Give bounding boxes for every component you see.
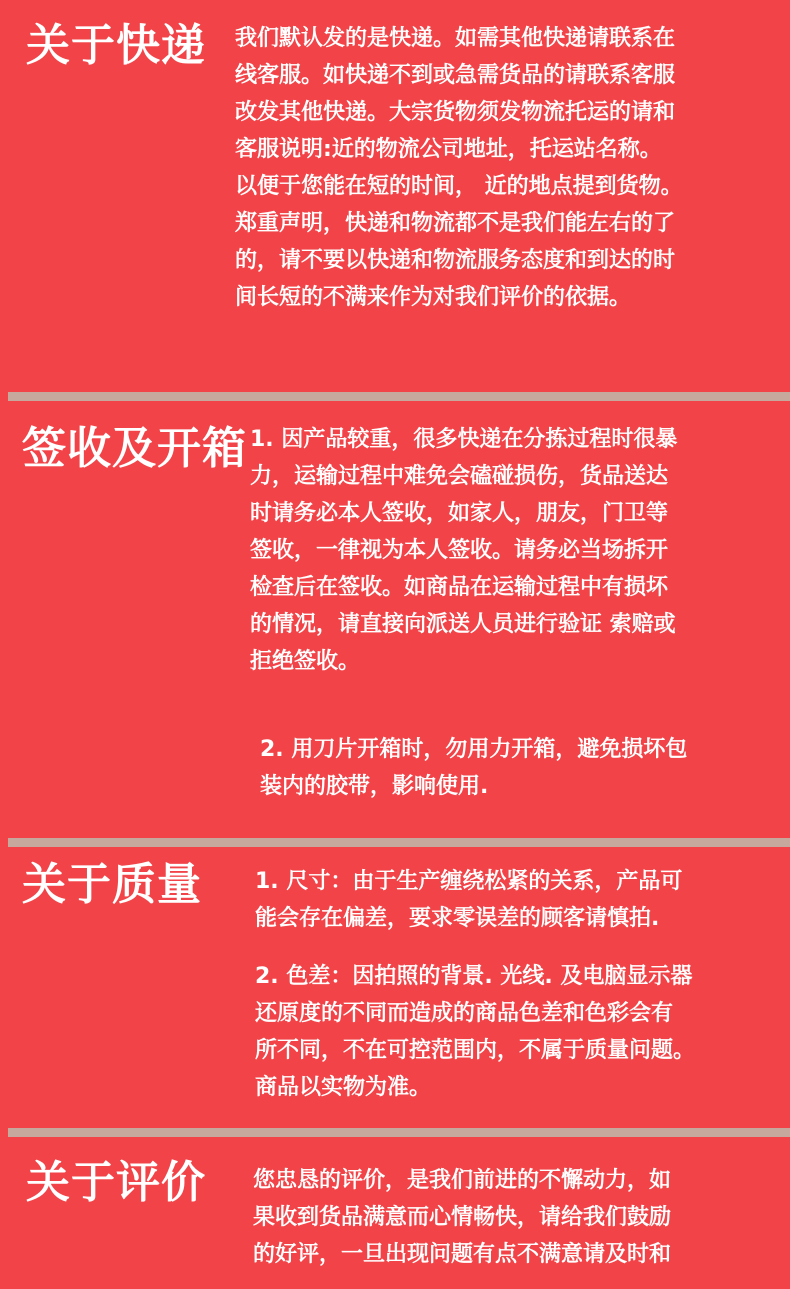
section-divider bbox=[8, 838, 790, 847]
text-line: 还原度的不同而造成的商品色差和色彩会有 bbox=[255, 1001, 674, 1026]
text-line: 检查后在签收。如商品在运输过程中有损坏 bbox=[250, 575, 669, 600]
section-body bbox=[250, 421, 677, 680]
section-body bbox=[255, 863, 682, 937]
text-line: 我们默认发的是快递。如需其他快递请联系在 bbox=[235, 26, 676, 51]
text-line: 签收，一律视为本人签收。请务必当场拆开 bbox=[250, 538, 669, 563]
text-line: 客服说明:近的物流公司地址，托运站名称。 bbox=[235, 137, 662, 162]
section-divider bbox=[8, 392, 790, 401]
text-line: 的好评，一旦出现问题有点不满意请及时和 bbox=[253, 1242, 672, 1267]
section-body bbox=[235, 20, 683, 316]
text-line: 2. 用刀片开箱时，勿用力开箱，避免损坏包 bbox=[260, 737, 688, 762]
section-reviews bbox=[0, 1137, 790, 1289]
text-line: 的，请不要以快递和物流服务态度和到达的时 bbox=[235, 248, 676, 273]
section-divider bbox=[8, 1128, 790, 1137]
text-line: 果收到货品满意而心情畅快，请给我们鼓励 bbox=[253, 1205, 672, 1230]
section-heading: 关于质量 bbox=[22, 859, 202, 910]
section-heading: 关于评价 bbox=[26, 1157, 206, 1208]
text-line: 郑重声明，快递和物流都不是我们能左右的了 bbox=[235, 211, 676, 236]
text-line: 线客服。如快递不到或急需货品的请联系客服 bbox=[235, 63, 676, 88]
text-line: 间长短的不满来作为对我们评价的依据。 bbox=[235, 285, 632, 310]
text-line: 商品以实物为准。 bbox=[255, 1075, 432, 1100]
section-heading: 签收及开箱 bbox=[22, 423, 247, 474]
text-line: 的情况，请直接向派送人员进行验证 索赔或 bbox=[250, 612, 676, 637]
section-receipt bbox=[0, 401, 790, 838]
text-line: 力，运输过程中难免会磕碰损伤，货品送达 bbox=[250, 464, 669, 489]
text-line: 1. 尺寸：由于生产缠绕松紧的关系，产品可 bbox=[255, 869, 683, 894]
text-line: 所不同，不在可控范围内，不属于质量问题。 bbox=[255, 1038, 696, 1063]
text-line: 能会存在偏差，要求零误差的顾客请慎拍. bbox=[255, 906, 660, 931]
section-body bbox=[260, 731, 687, 805]
text-line: 拒绝签收。 bbox=[250, 649, 361, 674]
section-body bbox=[255, 958, 695, 1106]
text-line: 以便于您能在短的时间， 近的地点提到货物。 bbox=[235, 174, 683, 199]
text-line: 2. 色差：因拍照的背景. 光线. 及电脑显示器 bbox=[255, 964, 693, 989]
section-shipping bbox=[0, 0, 790, 392]
text-line: 装内的胶带，影响使用. bbox=[260, 774, 489, 799]
section-body bbox=[253, 1162, 671, 1273]
section-quality bbox=[0, 847, 790, 1128]
text-line: 改发其他快递。大宗货物须发物流托运的请和 bbox=[235, 100, 676, 125]
section-heading: 关于快递 bbox=[26, 20, 206, 71]
text-line: 您忠恳的评价，是我们前进的不懈动力，如 bbox=[253, 1168, 672, 1193]
text-line: 时请务必本人签收，如家人，朋友，门卫等 bbox=[250, 501, 669, 526]
text-line: 1. 因产品较重，很多快递在分拣过程时很暴 bbox=[250, 427, 678, 452]
